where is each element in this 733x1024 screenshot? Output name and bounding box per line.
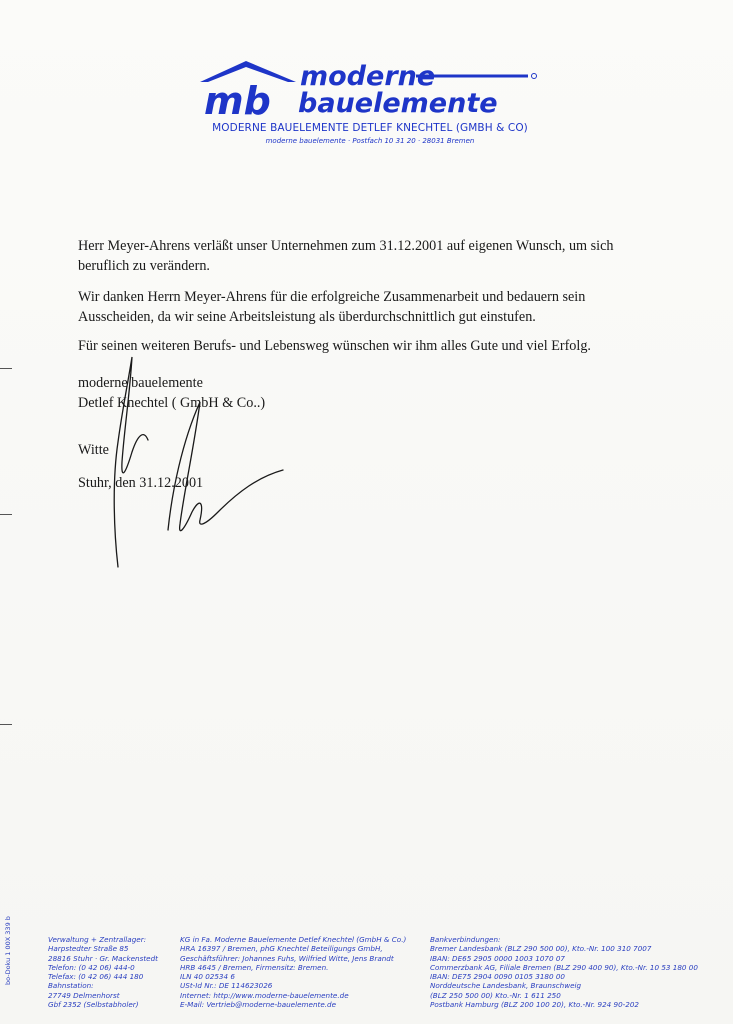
handwritten-signature (88, 352, 298, 577)
fold-mark (0, 368, 12, 369)
footer-line: IBAN: DE65 2905 0000 1003 1070 07 (430, 953, 566, 963)
footer-line: Norddeutsche Landesbank, Braunschweig (430, 981, 582, 991)
footer-line: 27749 Delmenhorst (48, 990, 120, 1000)
place-date: Stuhr, den 31.12.2001 (78, 475, 204, 491)
form-code: bo-Doku 1 00X 339 b (4, 916, 12, 985)
company-logo (198, 58, 543, 120)
footer-line: Commerzbank AG, Filiale Bremen (BLZ 290 400 90), Kto.-Nr. 10 53 180 00 (430, 962, 698, 972)
closing-line-1: moderne bauelemente (78, 375, 203, 391)
postal-address: moderne bauelemente · Postfach 10 31 20 · 28031 Bremen (265, 137, 475, 145)
footer-line: ILN 40 02534 6 (180, 972, 235, 982)
footer-line: IBAN: DE75 2904 0090 0105 3180 00 (430, 972, 566, 982)
signer-name: Witte (78, 442, 109, 458)
company-name: MODERNE BAUELEMENTE DETLEF KNECHTEL (GMBH & CO) (212, 122, 528, 134)
footer-line: Harpstedter Straße 85 (48, 944, 129, 954)
footer-bank-details (430, 935, 698, 1009)
footer-line: Bahnstation: (48, 981, 94, 991)
footer-line: USt-Id Nr.: DE 114623026 (180, 981, 273, 991)
fold-mark (0, 724, 12, 725)
paragraph-2: Wir danken Herrn Meyer-Ahrens für die erfolgreiche Zusammenarbeit und bedauern sein Ausscheiden, da wir seine Arbeitsleistung als überdurchschnittlich gut einstufen. (78, 289, 586, 325)
footer-line: Postbank Hamburg (BLZ 200 100 20), Kto.-Nr. 924 90-202 (430, 1000, 639, 1010)
paragraph-1: Herr Meyer-Ahrens verläßt unser Unternehmen zum 31.12.2001 auf eigenen Wunsch, um sich beruflich zu verändern. (78, 238, 614, 274)
footer-line: Bremer Landesbank (BLZ 290 500 00), Kto.-Nr. 100 310 7007 (430, 944, 652, 954)
footer-line: Verwaltung + Zentrallager: (48, 935, 147, 944)
footer-line: Geschäftsführer: Johannes Fuhs, Wilfried Witte, Jens Brandt (180, 953, 394, 963)
paragraph-3: Für seinen weiteren Berufs- und Lebensweg wünschen wir ihm alles Gute und viel Erfolg. (78, 338, 591, 354)
footer-line: KG in Fa. Moderne Bauelemente Detlef Knechtel (GmbH & Co.) (180, 935, 407, 944)
footer-line: Bankverbindungen: (430, 935, 501, 944)
footer-line: Gbf 2352 (Selbstabholer) (48, 1000, 139, 1010)
footer-line: (BLZ 250 500 00) Kto.-Nr. 1 611 250 (430, 990, 561, 1000)
footer-registration (180, 935, 406, 1009)
footer-line: Telefax: (0 42 06) 444 180 (48, 972, 144, 982)
logo-mark: mb (204, 79, 271, 120)
footer-email-link[interactable]: E-Mail: Vertrieb@moderne-bauelemente.de (180, 1000, 337, 1010)
footer-line: HRA 16397 / Bremen, phG Knechtel Beteiligungs GmbH, (180, 944, 383, 954)
fold-mark (0, 514, 12, 515)
closing-line-2: Detlef Knechtel ( GmbH & Co..) (78, 395, 266, 411)
logo-word-bauelemente: bauelemente (298, 88, 498, 119)
footer-line: 28816 Stuhr · Gr. Mackenstedt (48, 953, 158, 963)
footer-line: HRB 4645 / Bremen, Firmensitz: Bremen. (180, 962, 329, 972)
footer-website-link[interactable]: Internet: http://www.moderne-bauelemente.de (180, 990, 349, 1000)
footer-line: Telefon: (0 42 06) 444-0 (48, 962, 135, 972)
footer-address (48, 935, 158, 1009)
logo-word-moderne: moderne (300, 61, 436, 92)
